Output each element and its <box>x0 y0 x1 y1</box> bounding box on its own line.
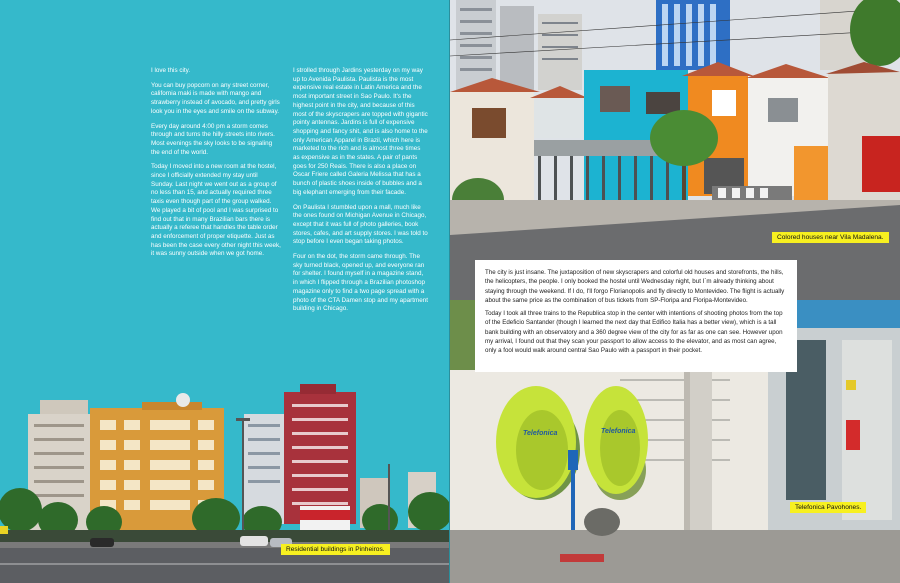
caption-colored-houses: Colored houses near Vila Madalena. <box>772 232 889 243</box>
text-column-left <box>151 67 281 265</box>
booth-brand-label: Telefonica <box>523 430 558 437</box>
caption-telefonica: Telefonica Pavohones. <box>790 502 866 513</box>
paragraph: The city is just insane. The juxtaposition of new skyscrapers and colorful old houses and storefronts, the hills, the helicopters, the people. I only booked the hostel until Wednesday night, but I´m already thinking about staying through the weekend. If I do, I'll forgo Florianopolis and fly directly to Montevideo. The flight is actually about the same price as the combination of bus tickets from SP-Floripa and Floripa-Montevideo. <box>485 269 785 304</box>
paragraph: Four on the dot, the storm came through. The sky turned black, opened up, and everyone ran for shelter. I found myself in a magazine stand, in which I flipped through a Brazilian photoshop magazine only to find a two page spread with a photo of the CTA Damen stop and my apartment building in Chicago. <box>293 253 428 313</box>
text-column-middle <box>293 67 428 320</box>
paragraph: On Paulista I stumbled upon a mall, much like the ones found on Michigan Avenue in Chicago, except that it was full of photo galleries, book stores, cafes, and art supply stores. I was told to stop before I even began taking photos. <box>293 203 428 246</box>
booth-brand-label: Telefonica <box>601 428 636 435</box>
paragraph: You can buy popcorn on any street corner, california maki is made with mango and strawberry instead of avocado, and pretty girls look you in the eyes and smile on the subway. <box>151 81 280 115</box>
paragraph: Today I moved into a new room at the hostel, since I officially extended my stay until Sunday. Last night we went out as a group of no less than 15, and actually required three taxis even though part of the group walked. We played a bit of pool and I was surprised to find out that in many Brazilian bars there is actually a referee that handles the table order and enforcement of proper etiquette. Just as has been the case every other night this week, it was sunny outside when we got home. <box>151 163 281 258</box>
paragraph: I love this city. <box>151 67 191 74</box>
paragraph: Today I took all three trains to the Republica stop in the center with intentions of shooting photos from the top of the Edeficio Santander (though I learned the next day that Edifico Italia has a better view), which is a tall bank building with an observatory and a 360 degree view of the city for as far as one can see. However upon my arrival, I found out that they scan your passport to allow access to the elevator, and as most can agree, only a fool would walk around central Sao Paulo with a passport in their pocket. <box>485 310 783 355</box>
paragraph: Every day around 4:00 pm a storm comes through and turns the hilly streets into rivers. Most evenings the sky looks to be signaling the end of the world. <box>151 122 275 156</box>
text-panel-right <box>475 260 797 372</box>
caption-residential: Residential buildings in Pinheiros. <box>281 544 390 555</box>
paragraph: I strolled through Jardins yesterday on my way up to Avenida Paulista. Paulista is the most expensive real estate in Latin America and the most important street in Sao Paulo. It's the highest point in the city, and because of this most of the skyscrapers are topped with gigantic pointy antennas. Jardins is full of expensive shopping and fancy shit, and is also home to the only American Apparel in Brazil, which here is marketed to the rich and is almost three times as expensive as in the states. A pair of pants goes for 250 Reais. There is also a place on Oscar Friere called Galeria Melissa that has a bunch of plastic shoes inside of bubbles and a big elephant emerging from their facade. <box>293 67 428 196</box>
colored-houses-photo <box>450 0 900 300</box>
